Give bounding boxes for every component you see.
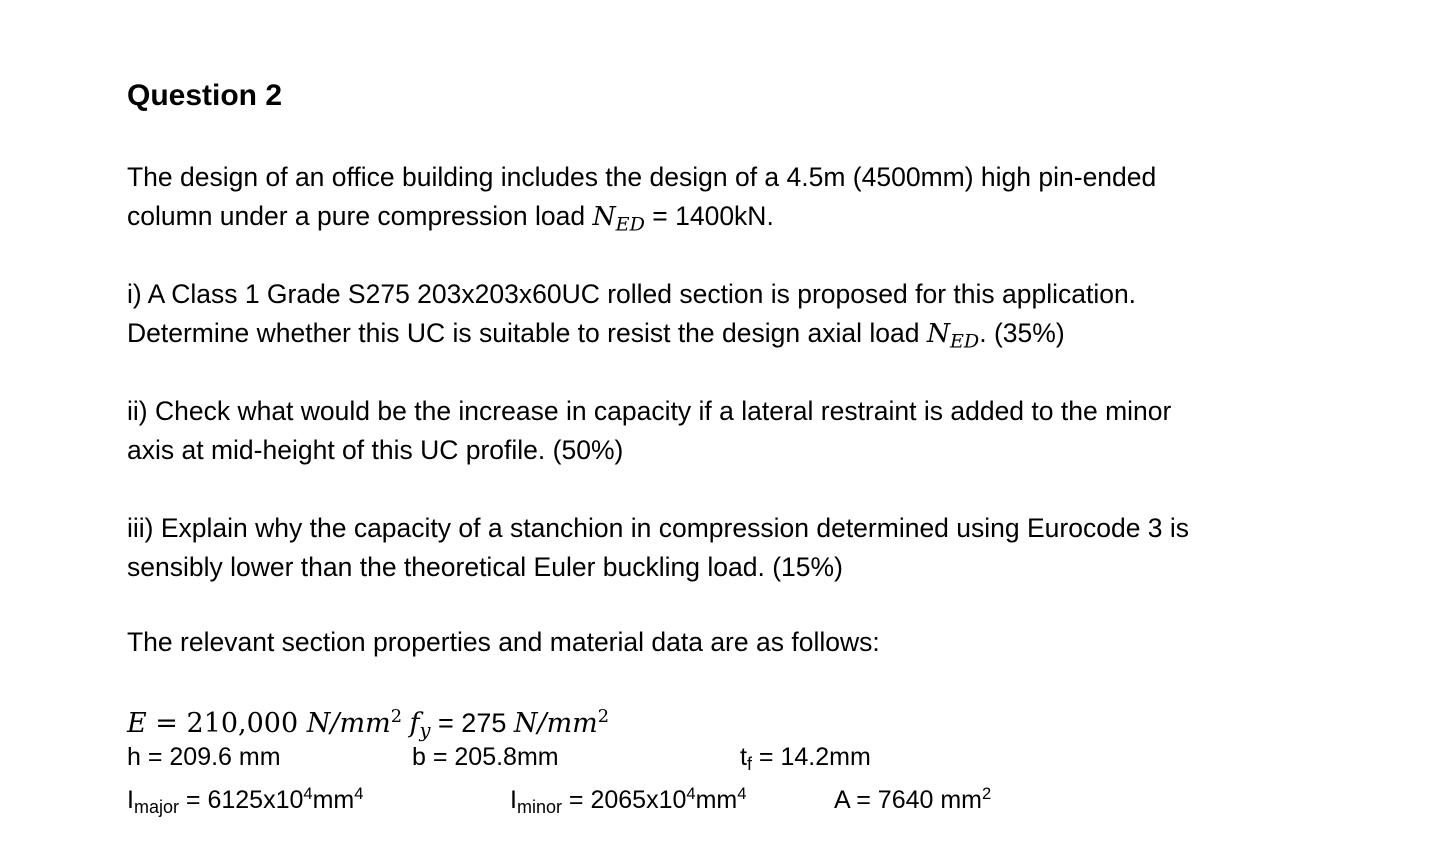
i-minor-symbol: I — [510, 786, 517, 815]
part-i-line-2 — [127, 314, 1136, 361]
ned-symbol — [926, 318, 980, 353]
part-i-text: Determine whether this UC is suitable to resist the design axial load — [127, 318, 927, 348]
prop-b: b = 205.8mm — [412, 743, 559, 771]
tf-symbol: t — [740, 743, 747, 771]
ned-subscript: ED — [615, 213, 645, 236]
e-unit-exponent: 2 — [390, 706, 403, 727]
intro-text: column under a pure compression load — [127, 201, 593, 231]
i-major-subscript: major — [133, 797, 179, 818]
question-title: Question 2 — [127, 79, 283, 112]
e-equals: = — [146, 707, 187, 739]
ned-subscript: ED — [950, 330, 980, 353]
prop-area — [834, 777, 991, 817]
e-value: 210,000 — [186, 707, 307, 739]
fy-unit: N/mm — [513, 707, 598, 739]
i-major-symbol: I — [127, 786, 134, 815]
i-minor-value: = 2065x10 — [561, 786, 687, 815]
i-major-power: 4 — [303, 785, 313, 803]
ned-n: N — [592, 201, 616, 232]
i-major-unit-exponent: 4 — [354, 785, 364, 803]
part-i-line-1: i) A Class 1 Grade S275 203x203x60UC rolled section is proposed for this application. — [127, 279, 1137, 309]
area-unit-exponent: 2 — [982, 785, 992, 803]
part-ii-paragraph — [127, 392, 1171, 470]
i-minor-unit-exponent: 4 — [737, 785, 747, 803]
part-i-weight: . (35%) — [979, 318, 1065, 348]
fy-symbol: f — [409, 707, 420, 739]
intro-paragraph — [127, 158, 1156, 244]
e-symbol: E — [127, 707, 147, 739]
ned-n: N — [926, 318, 950, 349]
tf-value: = 14.2mm — [751, 743, 871, 771]
fy-unit-exponent: 2 — [597, 706, 610, 727]
tf-subscript: f — [746, 754, 752, 775]
intro-line-1: The design of an office building includes the design of a 4.5m (4500mm) high pin-ended — [127, 162, 1157, 192]
part-i-paragraph — [127, 275, 1136, 361]
prop-tf — [740, 740, 871, 781]
prop-h: h = 209.6 mm — [127, 743, 281, 771]
prop-i-major — [127, 777, 363, 824]
i-minor-power: 4 — [686, 785, 696, 803]
ned-symbol — [592, 201, 645, 236]
part-ii-line-2: axis at mid-height of this UC profile. (50%) — [127, 435, 624, 465]
intro-line-2 — [127, 197, 1156, 244]
ned-value: = 1400kN. — [644, 201, 774, 231]
area-value: A = 7640 mm — [834, 786, 982, 815]
part-iii-paragraph — [127, 509, 1189, 587]
i-minor-unit: mm — [695, 786, 738, 815]
i-major-value: = 6125x10 — [178, 786, 304, 815]
properties-intro: The relevant section properties and material data are as follows: — [127, 627, 880, 657]
i-minor-subscript: minor — [516, 797, 562, 818]
fy-value: = 275 — [430, 707, 514, 738]
part-iii-line-1: iii) Explain why the capacity of a stanchion in compression determined using Eurocode 3 is — [127, 513, 1190, 543]
e-unit: N/mm — [306, 707, 391, 739]
i-major-unit: mm — [312, 786, 355, 815]
part-ii-line-1: ii) Check what would be the increase in capacity if a lateral restraint is added to the minor — [127, 396, 1172, 426]
fy-subscript: y — [419, 719, 431, 743]
prop-i-minor — [510, 777, 746, 824]
part-iii-line-2: sensibly lower than the theoretical Euler buckling load. (15%) — [127, 552, 843, 582]
